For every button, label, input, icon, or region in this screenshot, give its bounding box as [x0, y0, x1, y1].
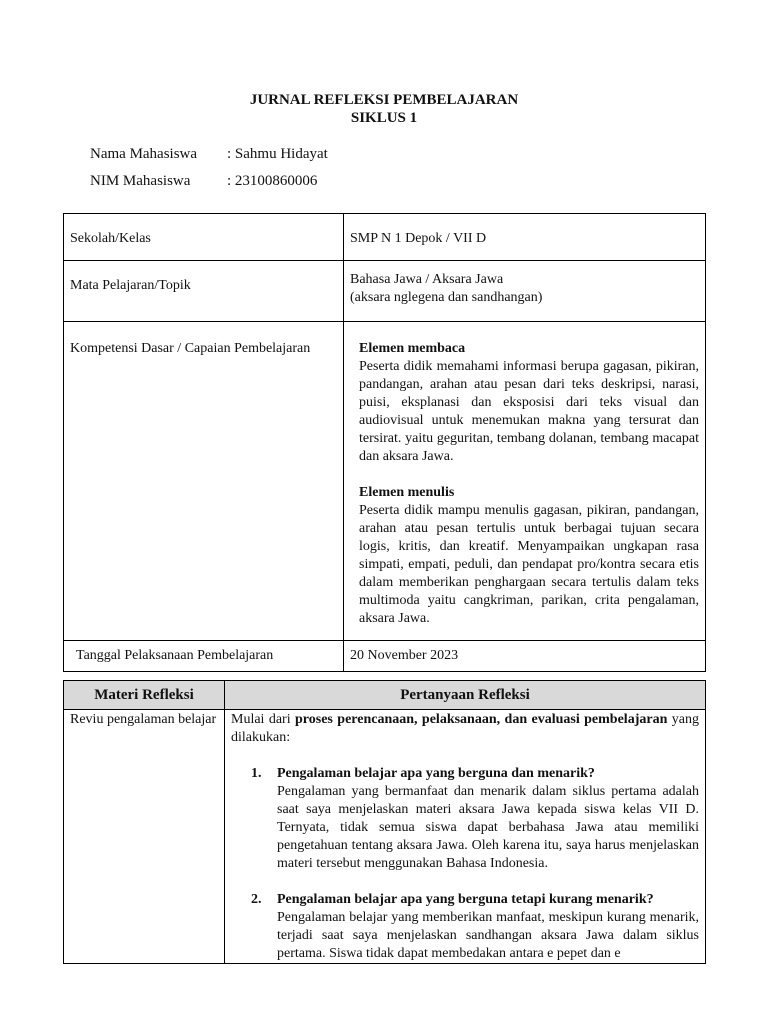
question-number-1: 1.	[251, 766, 262, 781]
info-table	[63, 213, 706, 672]
student-nim-row	[90, 173, 317, 190]
subject-line-2: (aksara nglegena dan sandhangan)	[350, 290, 543, 305]
table-header-row	[64, 681, 706, 710]
table-row	[64, 322, 706, 641]
document-title: JURNAL REFLEKSI PEMBELAJARAN	[249, 92, 519, 108]
school-label: Sekolah/Kelas	[64, 214, 344, 261]
intro-bold: proses perencanaan, pelaksanaan, dan evaluasi pembelajaran	[295, 712, 668, 727]
date-label: Tanggal Pelaksanaan Pembelajaran	[64, 641, 344, 672]
element-writing-title: Elemen menulis	[359, 485, 455, 500]
table-row	[64, 214, 706, 261]
reflection-table	[63, 680, 706, 964]
subject-label: Mata Pelajaran/Topik	[64, 261, 344, 322]
student-name-value: : Sahmu Hidayat	[227, 146, 328, 162]
element-writing	[350, 484, 699, 628]
school-value: SMP N 1 Depok / VII D	[344, 214, 706, 261]
table-row	[64, 710, 706, 964]
question-item-1	[251, 765, 699, 873]
student-name-row	[90, 146, 328, 163]
competency-label: Kompetensi Dasar / Capaian Pembelajaran	[64, 322, 344, 641]
question-number-2: 2.	[251, 892, 262, 907]
header-material: Materi Refleksi	[64, 681, 225, 710]
intro-text	[231, 711, 699, 747]
subject-line-1: Bahasa Jawa / Aksara Jawa	[350, 272, 504, 287]
competency-value	[344, 322, 706, 641]
table-row	[64, 261, 706, 322]
element-reading-text: Peserta didik memahami informasi berupa gagasan, pikiran, pandangan, arahan atau pesan dari teks deskripsi, narasi, puisi, eksplanasi dan eksposisi dari teks visual dan audiovisual untuk menemukan makna yang tersurat dan tersirat. yaitu geguritan, tembang dolanan, tembang macapat dan aksara Jawa.	[359, 359, 699, 464]
subject-value	[344, 261, 706, 322]
document-subtitle: SIKLUS 1	[350, 110, 418, 126]
question-answer-2: Pengalaman belajar yang memberikan manfaat, meskipun kurang menarik, terjadi saat saya menjelaskan sandhangan aksara Jawa dalam siklus pertama. Siswa tidak dapat membedakan antara e pepet dan e	[277, 910, 699, 961]
element-reading-title: Elemen membaca	[359, 341, 466, 356]
student-nim-value: : 23100860006	[227, 173, 318, 189]
intro-suffix: yang dilakukan:	[231, 712, 699, 745]
element-reading	[350, 340, 699, 466]
question-answer-1: Pengalaman yang bermanfaat dan menarik dalam siklus pertama adalah saat saya menjelaskan materi aksara Jawa kepada siswa kelas VII D. Ternyata, tidak semua siswa dapat berbahasa Jawa atau memiliki pengetahuan tentang aksara Jawa. Oleh karena itu, saya harus menjelaskan materi tersebut menggunakan Bahasa Indonesia.	[277, 784, 699, 871]
intro-prefix: Mulai dari	[231, 712, 296, 727]
student-nim-label: NIM Mahasiswa	[90, 173, 191, 189]
student-name-label: Nama Mahasiswa	[90, 146, 198, 162]
table-row	[64, 641, 706, 672]
header-question: Pertanyaan Refleksi	[225, 681, 706, 710]
question-item-2	[251, 891, 699, 963]
element-writing-text: Peserta didik mampu menulis gagasan, pikiran, pandangan, arahan atau pesan tertulis untuk berbagai tujuan secara logis, kritis, dan kreatif. Menyampaikan ungkapan rasa simpati, empati, peduli, dan pendapat pro/kontra secara etis dalam memberikan penghargaan secara tertulis dalam teks multimoda yaitu cangkriman, parikan, crita pengalaman, aksara Jawa.	[359, 503, 699, 626]
question-cell	[225, 710, 706, 964]
date-value: 20 November 2023	[344, 641, 706, 672]
question-title-1: Pengalaman belajar apa yang berguna dan menarik?	[277, 766, 595, 781]
material-cell: Reviu pengalaman belajar	[64, 710, 225, 964]
question-title-2: Pengalaman belajar apa yang berguna tetapi kurang menarik?	[277, 892, 654, 907]
